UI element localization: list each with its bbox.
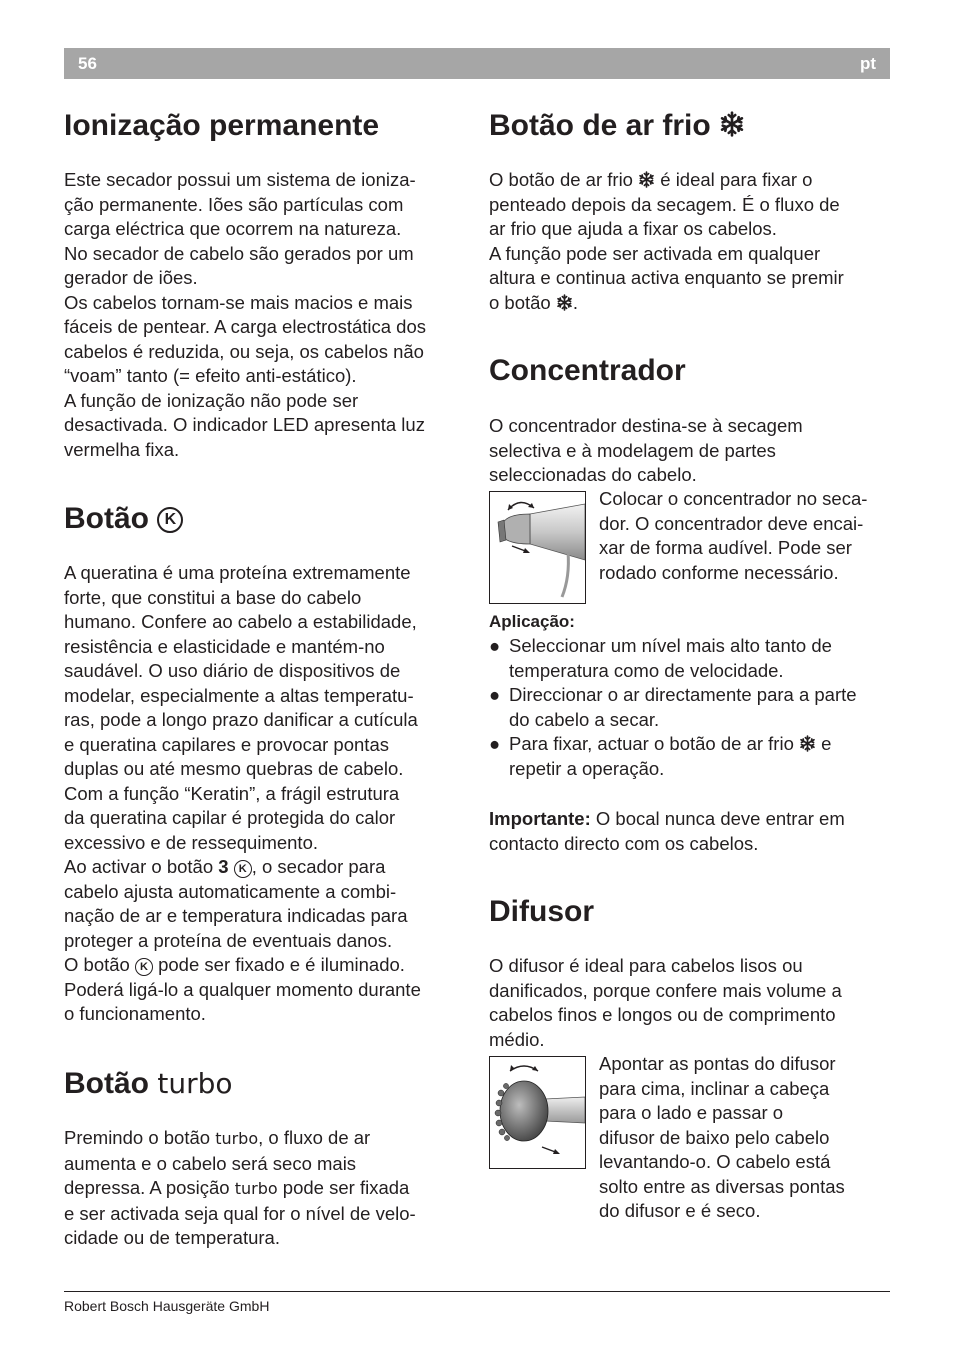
ar-frio-paragraph: O botão de ar frio é ideal para fixar o penteado depois da secagem. É o fluxo de ar frio que ajuda a fixar os cabelos. A função pode ser activada em qualquer altura e continua activa enquanto se premir o botão .	[489, 169, 844, 313]
keratin-k-icon: K	[234, 860, 252, 878]
footer-divider	[64, 1291, 890, 1292]
difusor-illustration	[489, 1056, 586, 1169]
keratin-k-icon: K	[157, 507, 183, 533]
section-title-concentrador: Concentrador	[489, 354, 686, 387]
section-title-ionizacao: Ionização permanente	[64, 109, 380, 142]
importante-note: Importante: O bocal nunca deve entrar em contacto directo com os cabelos.	[489, 808, 845, 854]
list-item: ● Seleccionar um nível mais alto tanto de temperatura como de velocidade.	[489, 635, 832, 681]
keratin-k-icon: K	[135, 958, 153, 976]
section-title-botao-k: Botão K	[64, 501, 183, 537]
list-item: ● Para fixar, actuar o botão de ar frio e repetir a operação.	[489, 733, 832, 779]
section-title-ar-frio: Botão de ar frio	[489, 108, 745, 144]
hair-dryer-concentrator-icon	[490, 492, 585, 603]
aplicacao-label: Aplicação:	[489, 612, 575, 631]
hair-dryer-diffuser-icon	[490, 1057, 585, 1168]
botao-k-paragraph: A queratina é uma proteína extremamente forte, que constitui a base do cabelo humano. Confere ao cabelo a estabilidade, resistência e elasticidade e mantém-no saudável. O uso diário de dispositivos de modelar, especialmente a altas temperatu- ras, pode a longo prazo danificar a cutícula e queratina capilares e provocar pontas duplas ou até mesmo quebras de cabelo. Com a função “Keratin”, a frágil estrutura da queratina capilar é protegida do calor excessivo e de ressequimento. Ao activar o botão 3 K , o secador para cabelo ajusta automaticamente a combi- nação de ar e temperatura indicadas para proteger a proteína de eventuais danos. O botão K pode ser fixado e é iluminado. Poderá ligá-lo a qualquer momento durante o funcionamento.	[64, 562, 421, 1024]
concentrador-side-text: Colocar o concentrador no seca- dor. O concentrador deve encai- xar de forma audível. Pode ser rodado conforme necessário.	[599, 488, 868, 583]
concentrador-intro: O concentrador destina-se à secagem selectiva e à modelagem de partes seleccionadas do cabelo.	[489, 415, 803, 485]
turbo-paragraph: Premindo o botão turbo, o fluxo de ar aumenta e o cabelo será seco mais depressa. A posição turbo pode ser fixada e ser activada seja qual for o nível de velo- cidade ou de temperatura.	[64, 1127, 416, 1248]
ionizacao-paragraph: Este secador possui um sistema de ioniza- ção permanente. Iões são partículas com carga eléctrica que ocorrem na natureza. No secador de cabelo são gerados por um gerador de iões. Os cabelos tornam-se mais macios e mais fáceis de pentear. A carga electrostática dos cabelos é reduzida, ou seja, os cabelos não “voam” tanto (= efeito anti-estático). A função de ionização não pode ser desactivada. O indicador LED apresenta luz vermelha fixa.	[64, 169, 427, 460]
concentrador-illustration	[489, 491, 586, 604]
section-title-turbo: Botão turbo	[64, 1067, 233, 1100]
difusor-side-text: Apontar as pontas do difusor para cima, inclinar a cabeça para o lado e passar o difusor de baixo pelo cabelo levantando-o. O cabelo está solto entre as diversas pontas do difusor e é seco.	[599, 1053, 845, 1221]
snowflake-icon	[556, 294, 573, 311]
language-code: pt	[859, 54, 876, 73]
aplicacao-list	[489, 634, 891, 781]
difusor-intro: O difusor é ideal para cabelos lisos ou danificados, porque confere mais volume a cabelos finos e longos ou de comprimento médio.	[489, 955, 842, 1050]
snowflake-icon	[799, 735, 816, 752]
page-header-bar	[64, 48, 890, 79]
section-title-difusor: Difusor	[489, 895, 594, 928]
page-number: 56	[78, 54, 97, 73]
snowflake-icon	[719, 111, 745, 137]
list-item: ● Direccionar o ar directamente para a parte do cabelo a secar.	[489, 684, 857, 730]
footer-company: Robert Bosch Hausgeräte GmbH	[64, 1298, 270, 1314]
snowflake-icon	[638, 171, 655, 188]
